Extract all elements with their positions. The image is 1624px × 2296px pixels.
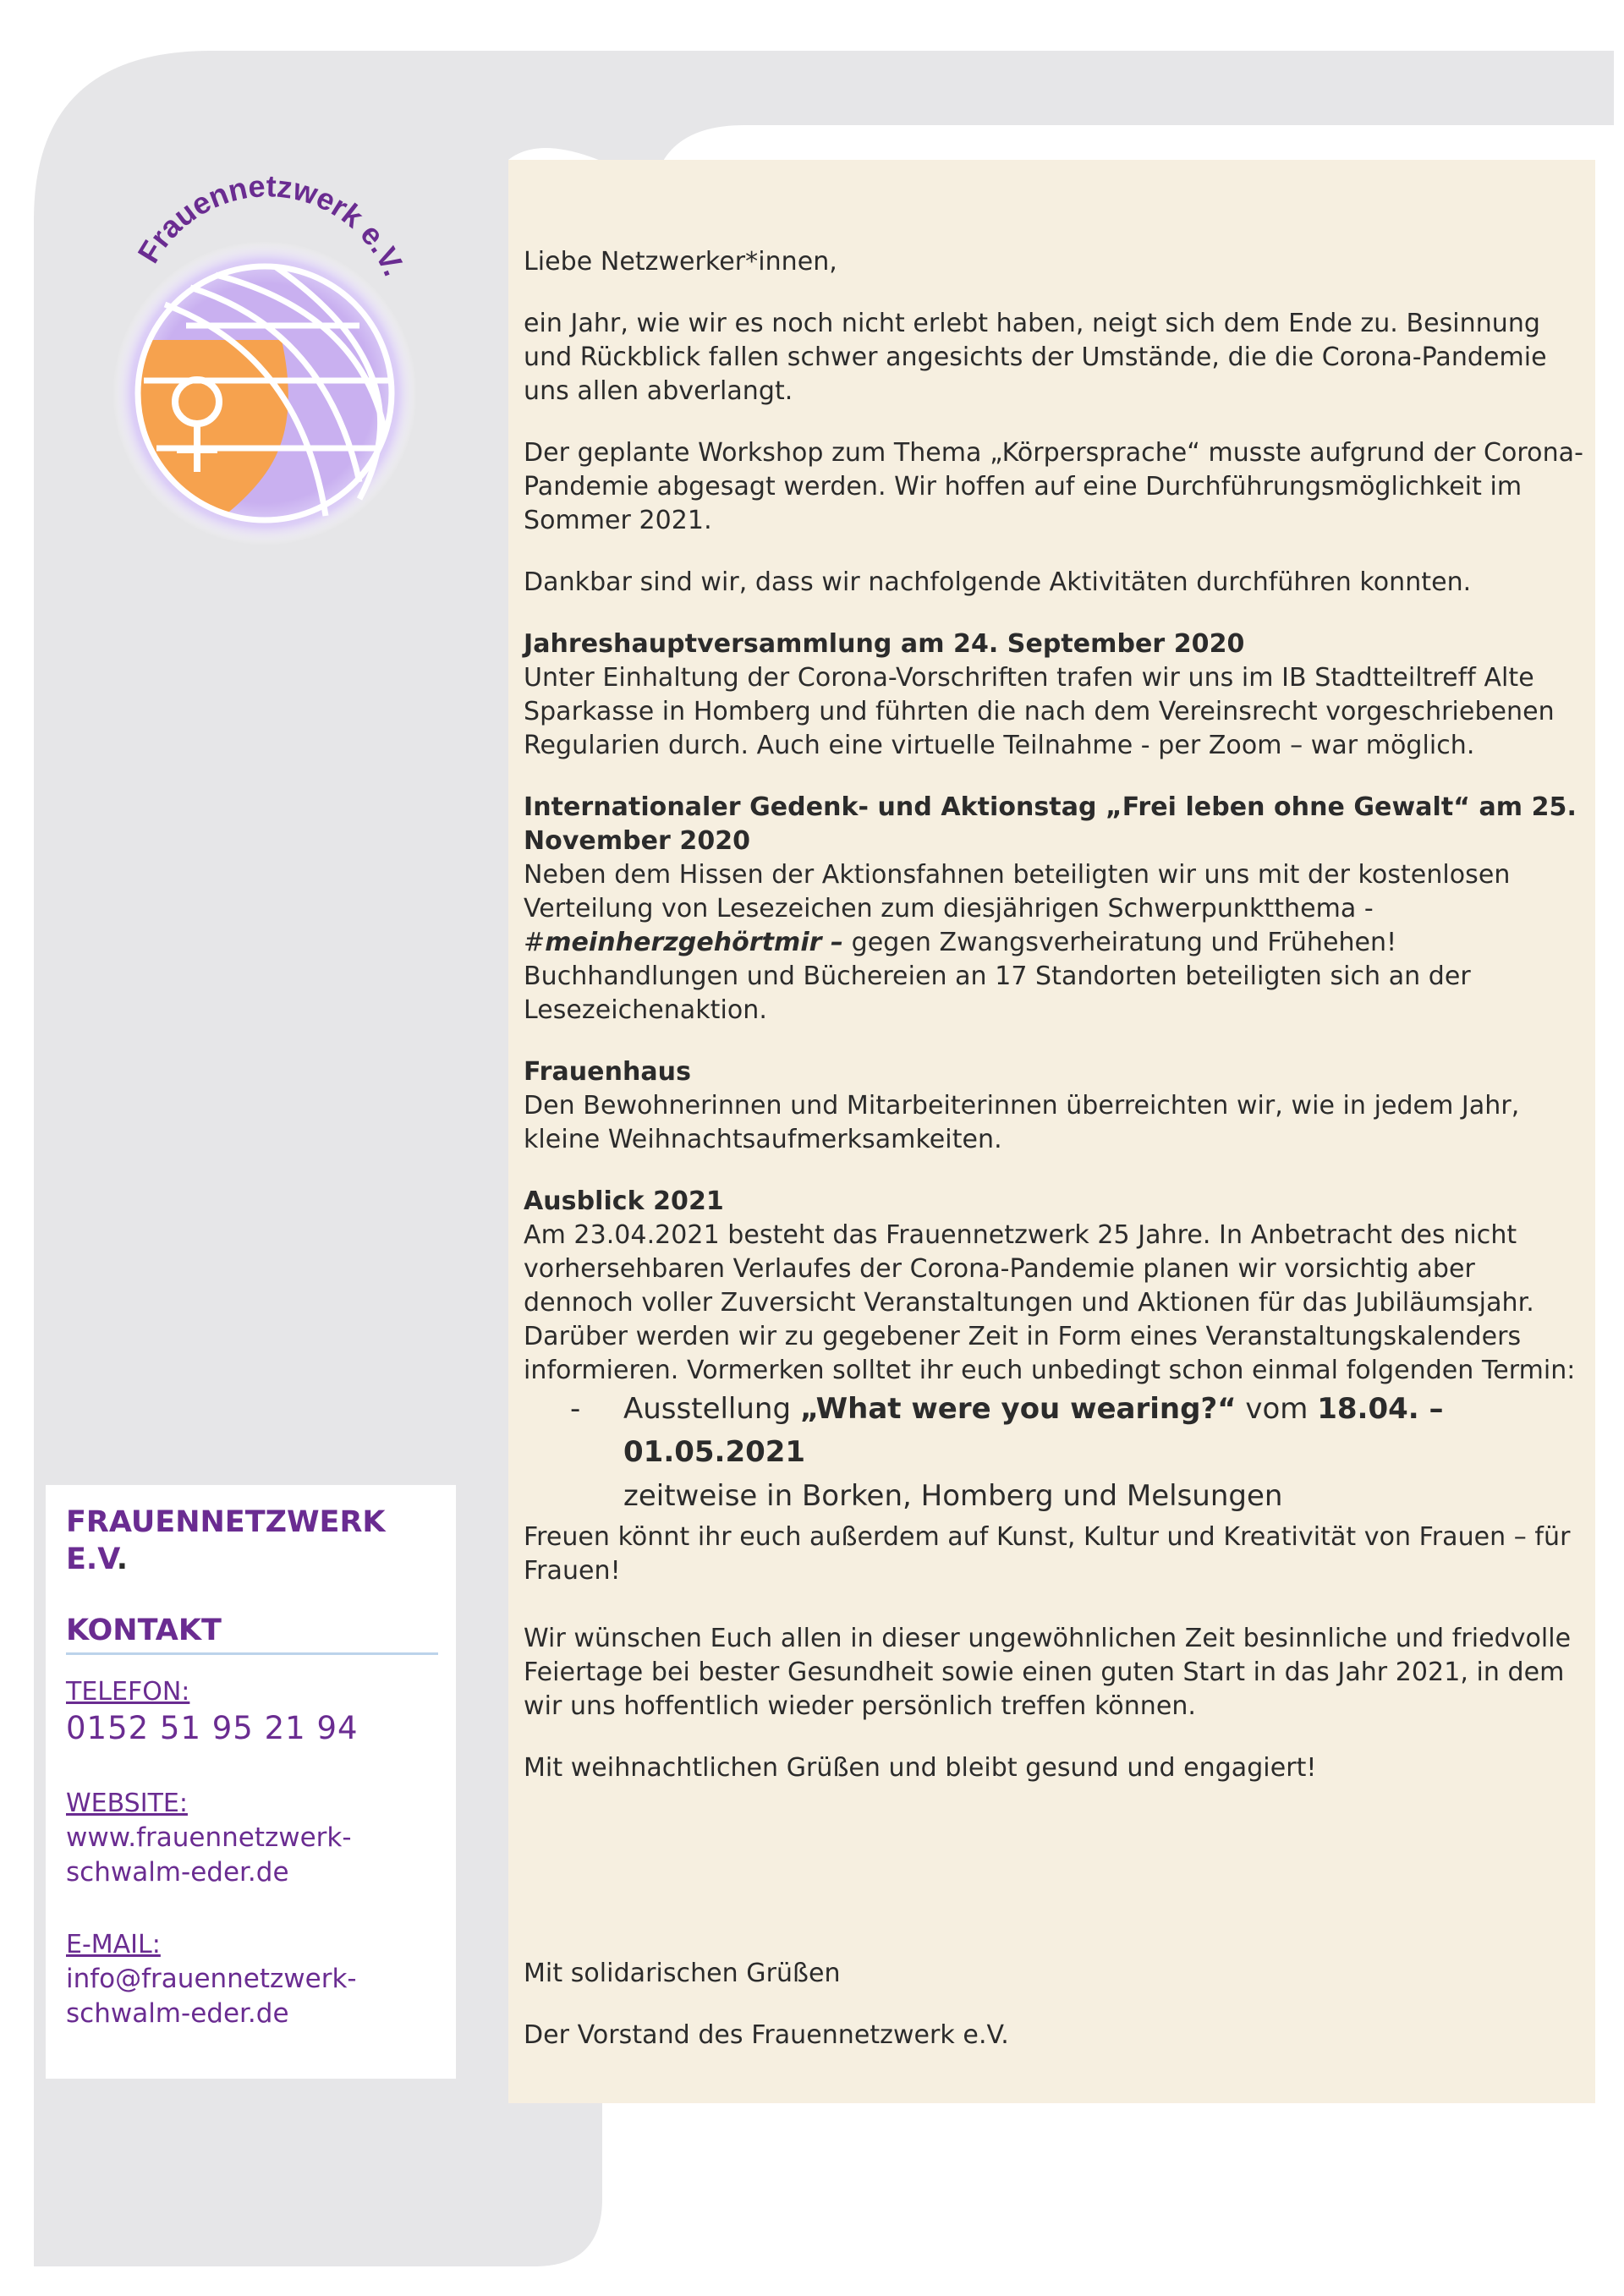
list-dash: - bbox=[570, 1392, 581, 1426]
greeting: Liebe Netzwerker*innen, bbox=[524, 247, 837, 277]
email-line-2[interactable]: schwalm-eder.de bbox=[66, 1998, 289, 2029]
logo-text: Frauennetzwerk e.V. bbox=[130, 168, 413, 282]
phone-label: TELEFON: bbox=[66, 1677, 190, 1707]
website-line-2[interactable]: schwalm-eder.de bbox=[66, 1857, 289, 1888]
website-link[interactable] bbox=[66, 1821, 421, 1890]
exhibition-prefix: Ausstellung bbox=[623, 1392, 800, 1426]
org-name-text: FRAUENNETZWERK E.V bbox=[66, 1505, 386, 1576]
website-label: WEBSITE: bbox=[66, 1789, 188, 1818]
section-day-of-action bbox=[524, 791, 1591, 1027]
spacer bbox=[524, 1813, 1595, 1957]
section-day-hashtag: meinherzgehörtmir – bbox=[545, 928, 844, 957]
closing-line: Mit weihnachtlichen Grüßen und bleibt gesund und engagiert! bbox=[524, 1753, 1317, 1783]
exhibition-locations: zeitweise in Borken, Homberg und Melsungen bbox=[623, 1479, 1283, 1513]
intro-paragraph: ein Jahr, wie wir es noch nicht erlebt haben, neigt sich dem Ende zu. Besinnung und Rückblick fallen schwer angesichts der Umstände, die die Corona-Pandemie uns allen abverlangt. bbox=[524, 309, 1547, 406]
section-frauenhaus-text: Den Bewohnerinnen und Mitarbeiterinnen überreichten wir, wie in jedem Jahr, kleine Weihnachtsaufmerksamkeiten. bbox=[524, 1091, 1520, 1154]
letter-panel bbox=[508, 160, 1595, 2103]
section-agm bbox=[524, 627, 1591, 763]
section-day-heading: Internationaler Gedenk- und Aktionstag „Frei leben ohne Gewalt“ am 25. November 2020 bbox=[524, 792, 1577, 856]
section-day-text-a: Neben dem Hissen der Aktionsfahnen beteiligten wir uns mit der kostenlosen Verteilung von Lesezeichen zum diesjährigen Schwerpunktthema - # bbox=[524, 860, 1511, 957]
contact-card bbox=[46, 1485, 456, 2079]
phone-number[interactable]: 0152 51 95 21 94 bbox=[66, 1710, 359, 1746]
org-name-dot: . bbox=[116, 1543, 129, 1576]
closing-regards: Mit solidarischen Grüßen bbox=[524, 1959, 841, 1988]
outlook-after: Freuen könnt ihr euch außerdem auf Kunst, Kultur und Kreativität von Frauen – für Frauen! bbox=[524, 1522, 1571, 1586]
section-frauenhaus-heading: Frauenhaus bbox=[524, 1057, 691, 1087]
contact-heading: KONTAKT bbox=[66, 1612, 438, 1655]
frauennetzwerk-logo bbox=[106, 161, 461, 550]
section-outlook bbox=[524, 1185, 1591, 1388]
section-agm-heading: Jahreshauptversammlung am 24. September 2020 bbox=[524, 629, 1245, 659]
exhibition-list bbox=[524, 1388, 1595, 1518]
email-link[interactable] bbox=[66, 1962, 421, 2031]
org-name bbox=[66, 1504, 436, 1578]
thanks-paragraph: Dankbar sind wir, dass wir nachfolgende Aktivitäten durchführen konnten. bbox=[524, 567, 1472, 597]
exhibition-list-item bbox=[524, 1388, 1595, 1474]
email-line-1[interactable]: info@frauennetzwerk- bbox=[66, 1964, 357, 1994]
section-agm-text: Unter Einhaltung der Corona-Vorschriften trafen wir uns im IB Stadtteiltreff Alte Sparkasse in Homberg und führten die nach dem Vereinsrecht vorgeschriebenen Regularien durch. Auch eine virtuelle Teilnahme - per Zoom – war möglich. bbox=[524, 663, 1555, 760]
website-line-1[interactable]: www.frauennetzwerk- bbox=[66, 1822, 352, 1853]
section-outlook-text: Am 23.04.2021 besteht das Frauennetzwerk 25 Jahre. In Anbetracht des nicht vorhersehbaren Verlaufes der Corona-Pandemie planen wir vorsichtig aber dennoch voller Zuversicht Veranstaltungen und Aktionen für das Jubiläumsjahr. Darüber werden wir zu gegebener Zeit in Form eines Veranstaltungskalenders informieren. Vormerken solltet ihr euch unbedingt schon einmal folgenden Termin: bbox=[524, 1220, 1576, 1385]
workshop-paragraph: Der geplante Workshop zum Thema „Körpersprache“ musste aufgrund der Corona-Pandemie abgesagt werden. Wir hoffen auf eine Durchführungsmöglichkeit im Sommer 2021. bbox=[524, 438, 1583, 535]
section-outlook-heading: Ausblick 2021 bbox=[524, 1186, 724, 1216]
signature: Der Vorstand des Frauennetzwerk e.V. bbox=[524, 2020, 1009, 2050]
wishes-paragraph: Wir wünschen Euch allen in dieser ungewöhnlichen Zeit besinnliche und friedvolle Feiertage bei bester Gesundheit sowie einen guten Start in das Jahr 2021, in dem wir uns hoffentlich wieder persönlich treffen können. bbox=[524, 1624, 1572, 1721]
exhibition-title: „What were you wearing?“ bbox=[799, 1392, 1237, 1426]
email-label: E-MAIL: bbox=[66, 1930, 161, 1959]
exhibition-dates: 18.04. – 01.05.2021 bbox=[623, 1392, 1444, 1469]
exhibition-mid: vom bbox=[1236, 1392, 1318, 1426]
section-frauenhaus bbox=[524, 1055, 1591, 1157]
section-day-text-b: gegen Zwangsverheiratung und Frühehen! Buchhandlungen und Büchereien an 17 Standorten beteiligten sich an der Lesezeichenaktion. bbox=[524, 928, 1471, 1025]
